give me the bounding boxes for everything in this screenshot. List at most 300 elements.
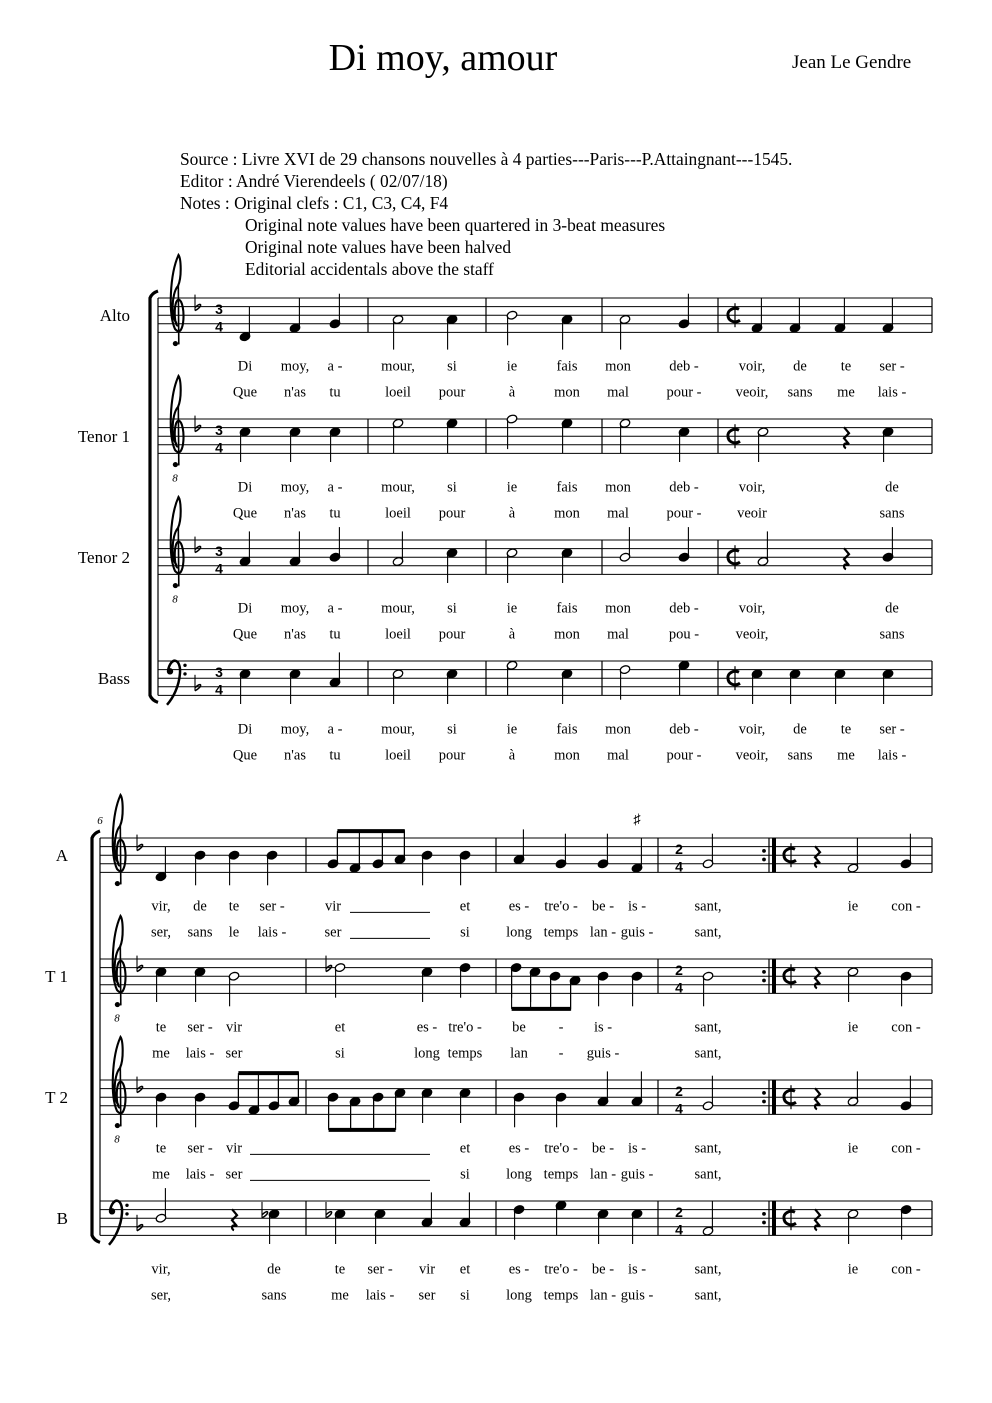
lyric-verse-2: lais - [365,1287,395,1304]
lyric-verse-1: con - [891,1019,921,1036]
system-1-bracket [150,291,158,702]
key-flat [195,537,201,553]
treble-clef-stem [178,526,179,586]
time-signature-top: 3 [215,422,223,439]
tenor-1-note [702,971,714,1006]
lyric-verse-2: ser [418,1287,436,1304]
source-line: Source : Livre XVI de 29 chansons nouvelles à 4 parties---Paris---P.Attaingnant---1545. [180,149,793,169]
lyric-verse-2: ser [225,1045,243,1062]
lyric-verse-1: is - [627,898,647,915]
lyric-verse-1: Di [237,600,253,617]
tenor-2-note [900,1076,912,1111]
octave-mark: 8 [114,1012,120,1025]
lyric-verse-2: temps [543,924,579,941]
alto-note [555,834,567,869]
treble-clef-dot [115,1002,120,1007]
lyric-verse-1: ie [847,1140,859,1157]
lyric-verse-2: n'as [284,505,306,522]
lyric-verse-2: me [152,1166,170,1183]
lyric-verse-1: sant, [694,898,722,915]
lyric-verse-1: fais [556,479,578,496]
lyric-verse-2: temps [543,1166,579,1183]
lyric-verse-2: sant, [694,924,722,941]
lyric-verse-1: ser - [187,1019,213,1036]
lyric-verse-1: mour, [381,479,415,496]
alto-note [421,850,433,885]
time-signature-top: 2 [675,841,683,858]
tenor-1-note [631,971,643,1006]
repeat-dot-upper [762,849,766,853]
lyric-verse-2: Que [232,747,258,764]
lyric-verse-1: be - [591,1140,615,1157]
lyric-verse-2: guis - [620,924,654,941]
lyric-verse-2: si [460,1166,470,1183]
lyric-verse-2: guis - [586,1045,620,1062]
lyric-verse-2: ser [324,924,342,941]
lyric-verse-1: con - [891,898,921,915]
lyric-verse-2: mon [554,626,580,643]
bass-clef-head [109,1208,115,1214]
lyric-verse-2: le [228,924,240,941]
treble-clef-curve [171,376,184,452]
lyric-verse-1: deb - [669,721,699,738]
lyric-verse-1: si [447,358,457,375]
piece-title: Di moy, amour [328,37,558,79]
lyric-verse-1: vir, [151,1261,171,1278]
alto-note [678,294,690,329]
tenor-2-label: Tenor 2 [77,548,130,568]
lyric-verse-1: ser - [367,1261,393,1278]
lyric-verse-2: n'as [284,626,306,643]
repeat-dot-lower [762,1221,766,1225]
flat-bowl [195,546,201,552]
treble-clef-curve [113,916,126,992]
lyric-verse-1: mon [605,721,631,738]
lyric-verse-2: pour - [666,747,702,764]
lyric-verse-2: veoir, [735,626,769,643]
alto-label: Alto [99,306,130,326]
lyric-verse-2: Que [232,505,258,522]
system-1-staff-3 [158,540,932,577]
lyric-verse-2: tu [329,626,341,643]
lyric-verse-2: long [506,1166,532,1183]
lyric-verse-1: es - [508,1140,530,1157]
alto-note [228,850,240,885]
octave-mark: 8 [172,593,178,606]
lyric-verse-2: me [331,1287,349,1304]
lyric-verse-2: lan - [589,1287,617,1304]
lyric-verse-1: de [885,479,899,496]
lyric-verse-2: sans [787,384,813,401]
tenor-2-note [555,1092,567,1127]
lyric-verse-1: moy, [280,479,310,496]
lyric-verse-1: te [155,1019,167,1036]
lyric-verse-1: be - [591,1261,615,1278]
lyric-verse-2: Que [232,384,258,401]
lyric-verse-2: si [460,1287,470,1304]
flat-bowl [137,965,143,971]
lyric-verse-1: deb - [669,600,699,617]
alto-short-label: A [55,846,68,866]
lyric-verse-2: mal [607,384,629,401]
lyric-verse-2: sans [879,626,905,643]
lyric-verse-1: con - [891,1261,921,1278]
note-values-quartered-line: Original note values have been quartered in 3-beat measures [245,215,666,235]
lyric-verse-2: n'as [284,384,306,401]
lyric-verse-1: voir, [738,358,766,375]
time-signature-bottom: 4 [215,318,223,335]
tenor-2-note [702,1076,714,1111]
system-2-bracket [92,831,100,1242]
editorial-sharp-sign: ♯ [633,812,641,828]
key-flat [137,835,143,851]
treble-clef-curve [171,255,184,331]
treble-clef-stem [178,284,179,344]
tenor-1-note [228,971,240,1006]
flat-bowl [137,1225,143,1231]
lyric-verse-2: sant, [694,1045,722,1062]
tenor-2-note [513,1092,525,1127]
lyric-verse-2: Que [232,626,258,643]
lyric-verse-2: mon [554,384,580,401]
lyric-verse-2: pour - [666,384,702,401]
lyric-verse-2: pour [438,747,466,764]
lyric-verse-1: es - [416,1019,438,1036]
time-signature-top: 3 [215,301,223,318]
lyric-verse-1: voir, [738,479,766,496]
lyric-verse-1: de [193,898,207,915]
lyric-verse-1: tre'o - [448,1019,482,1036]
bass-clef-head [167,668,173,674]
bass-clef-curve [109,1201,122,1245]
lyric-verse-1: - [558,1019,564,1036]
lyric-verse-1: moy, [280,600,310,617]
lyric-verse-2: veoir, [735,384,769,401]
lyric-verse-1: de [885,600,899,617]
accidental-flat [326,956,332,972]
alto-note [900,834,912,869]
repeat-dot-lower [762,1100,766,1104]
tenor-2-note [619,527,631,562]
flat-bowl [326,965,332,971]
alto-note [266,850,278,885]
lyric-verse-1: ie [847,898,859,915]
lyric-verse-1: ser - [879,358,905,375]
editor-line: Editor : André Vierendeels ( 02/07/18) [180,171,448,191]
composer-name: Jean Le Gendre [792,52,912,73]
lyric-verse-2: pour [438,384,466,401]
lyric-verse-2: guis - [620,1166,654,1183]
octave-mark: 8 [114,1133,120,1146]
time-signature-bottom: 4 [675,979,683,996]
lyric-verse-1: a - [327,721,343,738]
lyric-verse-1: ie [506,600,518,617]
lyric-verse-1: deb - [669,358,699,375]
lyric-verse-2: n'as [284,747,306,764]
tenor-1-short-label: T 1 [45,967,68,987]
lyric-verse-1: mon [605,600,631,617]
lyric-verse-1: moy, [280,721,310,738]
lyric-verse-2: tu [329,384,341,401]
lyric-verse-2: si [460,924,470,941]
lyric-verse-1: te [228,898,240,915]
lyric-verse-2: long [506,924,532,941]
lyric-verse-2: si [335,1045,345,1062]
treble-clef-dot [115,881,120,886]
lyric-verse-2: lan [510,1045,528,1062]
lyric-verse-2: lais - [877,384,907,401]
lyric-verse-1: vir, [151,898,171,915]
lyric-verse-2: lais - [257,924,287,941]
lyric-verse-1: tre'o - [544,898,578,915]
key-flat [195,416,201,432]
lyric-verse-1: a - [327,358,343,375]
note-values-halved-line: Original note values have been halved [245,237,512,257]
lyric-verse-1: a - [327,600,343,617]
lyric-verse-1: sant, [694,1261,722,1278]
lyric-verse-2: tu [329,747,341,764]
treble-clef-stem [120,824,121,884]
system-1-staff-1 [158,298,932,335]
lyric-verse-1: si [447,600,457,617]
treble-clef-stem [178,405,179,465]
lyric-verse-2: veoir [737,505,767,522]
lyric-verse-1: fais [556,600,578,617]
lyric-verse-2: sans [879,505,905,522]
lyric-verse-1: be [512,1019,526,1036]
lyric-verse-1: vir [225,1019,243,1036]
lyric-verse-2: - [558,1045,564,1062]
key-flat [137,1077,143,1093]
lyric-verse-2: veoir, [735,747,769,764]
tenor-2-note [678,527,690,562]
lyric-verse-2: sans [261,1287,287,1304]
time-signature-top: 2 [675,1204,683,1221]
system-2-staff-1 [100,838,932,875]
lyric-verse-1: sant, [694,1019,722,1036]
time-signature-bottom: 4 [675,1221,683,1238]
lyric-verse-1: vir [418,1261,436,1278]
time-signature-top: 2 [675,962,683,979]
tenor-1-note [459,963,471,998]
octave-mark: 8 [172,472,178,485]
lyric-verse-2: long [414,1045,440,1062]
alto-note [329,294,341,329]
lyric-verse-1: de [793,358,807,375]
lyric-verse-1: te [155,1140,167,1157]
time-signature-bottom: 4 [215,439,223,456]
lyric-verse-2: à [508,747,516,764]
lyric-verse-1: mour, [381,600,415,617]
lyric-verse-1: is - [627,1261,647,1278]
lyric-verse-2: loeil [385,505,411,522]
treble-clef-stem [120,1066,121,1126]
lyric-verse-2: lan - [589,1166,617,1183]
lyric-verse-1: es - [508,1261,530,1278]
repeat-dot-lower [762,979,766,983]
treble-clef-stem [120,945,121,1005]
lyric-verse-2: lan - [589,924,617,941]
bass-note [155,1188,167,1223]
lyric-verse-1: mour, [381,358,415,375]
repeat-dot-upper [762,1212,766,1216]
treble-clef-dot [173,462,178,467]
time-signature-top: 3 [215,664,223,681]
lyric-verse-1: mon [605,358,631,375]
bass-clef-dot-lower [183,672,186,675]
lyric-verse-2: temps [543,1287,579,1304]
lyric-verse-1: tre'o - [544,1261,578,1278]
lyric-verse-1: is - [627,1140,647,1157]
lyric-verse-2: me [152,1045,170,1062]
time-signature-bottom: 4 [215,681,223,698]
lyric-verse-2: sant, [694,1166,722,1183]
key-flat [137,956,143,972]
bass-clef-curve [167,661,180,705]
lyric-verse-2: sans [187,924,213,941]
lyric-verse-2: pour [438,505,466,522]
alto-note [459,850,471,885]
lyric-verse-2: lais - [877,747,907,764]
system-1-staff-4 [158,661,932,698]
lyric-verse-2: me [837,747,855,764]
clefs-line: Notes : Original clefs : C1, C3, C4, F4 [180,193,449,213]
lyric-verse-2: tu [329,505,341,522]
lyric-verse-1: et [459,1261,471,1278]
tenor-1-note [900,971,912,1006]
lyric-verse-1: tre'o - [544,1140,578,1157]
lyric-verse-1: Di [237,479,253,496]
lyric-verse-2: à [508,505,516,522]
alto-note [702,834,714,869]
bass-note [619,665,631,700]
flat-bowl [326,1212,332,1218]
lyric-verse-2: loeil [385,384,411,401]
system-1-staff-2 [158,419,932,456]
lyric-verse-2: loeil [385,747,411,764]
time-signature-bottom: 4 [215,560,223,577]
bass-clef-dot-upper [183,664,186,667]
treble-clef-curve [171,497,184,573]
flat-bowl [195,304,201,310]
lyric-verse-1: vir [225,1140,243,1157]
lyric-verse-1: moy, [280,358,310,375]
flat-bowl [195,685,201,691]
editorial-accidentals-line: Editorial accidentals above the staff [245,259,494,279]
bass-note [513,1205,525,1240]
treble-clef-dot [173,583,178,588]
lyric-verse-2: lais - [185,1166,215,1183]
lyric-verse-2: pour [438,626,466,643]
lyric-verse-2: à [508,384,516,401]
lyric-verse-1: ie [506,721,518,738]
alto-note [194,850,206,885]
lyric-verse-2: mal [607,626,629,643]
lyric-verse-2: mon [554,505,580,522]
lyric-verse-1: ser - [879,721,905,738]
lyric-verse-1: ser - [187,1140,213,1157]
flat-bowl [137,844,143,850]
time-signature-top: 3 [215,543,223,560]
lyric-verse-1: te [840,721,852,738]
lyric-verse-1: is - [593,1019,613,1036]
lyric-verse-1: ie [506,358,518,375]
bass-clef [109,1201,129,1245]
lyric-verse-1: si [447,479,457,496]
lyric-verse-2: sant, [694,1287,722,1304]
lyric-verse-1: Di [237,358,253,375]
treble-clef-dot [173,341,178,346]
lyric-verse-1: si [447,721,457,738]
time-signature-top: 2 [675,1083,683,1100]
lyric-verse-2: long [506,1287,532,1304]
lyric-verse-2: pou - [668,626,700,643]
lyric-verse-1: et [459,898,471,915]
lyric-verse-2: guis - [620,1287,654,1304]
tenor-1-note [334,963,346,998]
lyric-verse-2: me [837,384,855,401]
lyric-verse-1: a - [327,479,343,496]
lyric-verse-1: deb - [669,479,699,496]
lyric-verse-1: mon [605,479,631,496]
treble-clef-curve [113,1037,126,1113]
flat-bowl [195,425,201,431]
lyric-verse-1: con - [891,1140,921,1157]
bass-clef [167,661,187,705]
bass-clef-dot-upper [125,1204,128,1207]
lyric-verse-2: ser, [151,1287,171,1304]
system-2-staff-4 [100,1201,932,1238]
lyric-verse-2: ser, [151,924,171,941]
lyric-verse-2: mal [607,747,629,764]
tenor-2-note [155,1092,167,1127]
bass-clef-dot-lower [125,1212,128,1215]
tenor-2-note [194,1092,206,1127]
lyric-verse-1: mour, [381,721,415,738]
key-flat [195,295,201,311]
lyric-verse-1: de [267,1261,281,1278]
lyric-verse-1: vir [324,898,342,915]
tenor-1-label: Tenor 1 [77,427,130,447]
lyric-verse-1: voir, [738,600,766,617]
tenor-2-note [882,527,894,562]
key-flat [137,1215,143,1231]
lyric-verse-2: ser [225,1166,243,1183]
repeat-dot-lower [762,858,766,862]
lyric-verse-1: te [840,358,852,375]
bass-short-label: B [56,1209,68,1229]
treble-clef-dot [115,1123,120,1128]
lyric-verse-1: te [334,1261,346,1278]
tenor-2-note [329,527,341,562]
lyric-verse-1: Di [237,721,253,738]
lyric-verse-1: ie [847,1261,859,1278]
bass-note [900,1205,912,1240]
bass-label: Bass [97,669,130,689]
lyric-verse-1: fais [556,358,578,375]
time-signature-bottom: 4 [675,1100,683,1117]
lyric-verse-2: loeil [385,626,411,643]
flat-bowl [137,1086,143,1092]
tenor-2-short-label: T 2 [45,1088,68,1108]
lyric-verse-1: sant, [694,1140,722,1157]
lyric-verse-1: es - [508,898,530,915]
flat-bowl [262,1212,268,1218]
measure-number: 6 [97,815,103,827]
lyric-verse-2: sans [787,747,813,764]
lyric-verse-2: temps [447,1045,483,1062]
tenor-1-note [597,971,609,1006]
